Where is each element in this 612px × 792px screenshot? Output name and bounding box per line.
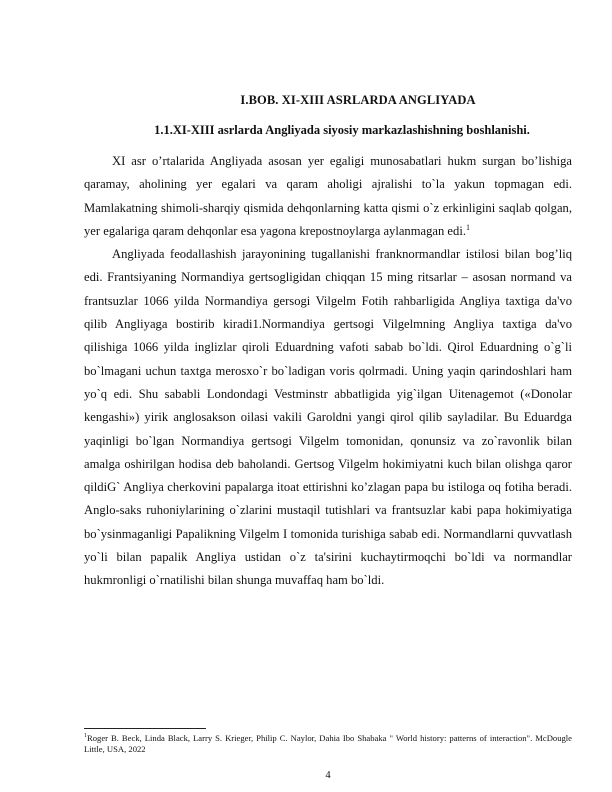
footnote-divider <box>84 728 206 729</box>
footnote <box>84 733 572 755</box>
section-title: 1.1.XI-XIII asrlarda Angliyada siyosiy markazlashishning boshlanishi. <box>154 123 530 137</box>
footnote-marker: 1 <box>84 733 87 740</box>
paragraph <box>84 243 572 592</box>
footnote-reference[interactable]: 1 <box>465 222 470 232</box>
paragraph <box>84 150 572 243</box>
page-number: 4 <box>325 770 331 781</box>
chapter-title: I.BOB. XI-XIII ASRLARDA ANGLIYADA <box>240 93 476 107</box>
paragraph-text: XI asr o’rtalarida Angliyada asosan yer egaligi munosabatlari hukm surgan bo’lishiga qaramay, aholining yer egalari va qaram aholigi ajralishi to`la yakun topmagan edi. Mamlakatning shimoli-sharqiy qismida dehqonlarning katta qismi o`z erkinligini saqlab qolgan, yer egalariga qaram dehqonlar esa yagona krepostnoylarga aylanmagan edi. <box>84 154 572 238</box>
body-text <box>84 150 572 593</box>
footnote-text: Roger B. Beck, Linda Black, Larry S. Krieger, Philip C. Naylor, Dahia Ibo Shabaka " World history: patterns of interaction". McDougle Little, USA, 2022 <box>84 733 572 754</box>
paragraph-text: Angliyada feodallashish jarayonining tugallanishi franknormandlar istilosi bilan bog’liq edi. Frantsiyaning Normandiya gertsogligidan chiqqan 15 ming ritsarlar – asosan normand va frantsuzlar 1066 yilda Normandiya gersogi Vilgelm Fotih rahbarligida Angliya taxtiga da'vo qilib Angliyaga bostirib kiradi1.Normandiya gertsogi Vilgelmning Angliya taxtiga da'vo qilishiga 1066 yilda inglizlar qiroli Eduardning vafoti sabab bo`ldi. Qirol Eduardning o`g`li bo`lmagani uchun taxtga merosxo`r bo`ladigan voris qolrmadi. Uning yaqin qarindoshlari ham yo`q edi. Shu sababli Londondagi Vestminstr abbatligida yig`ilgan Uitenagemot («Donolar kengashi») yirik anglosakson oilasi vakili Garoldni yangi qirol qilib sayladilar. Bu Eduardga yaqinligi bo`lgan Normandiya gertsogi Vilgelm tomonidan, qonunsiz va zo`ravonlik bilan amalga oshirilgan hodisa deb baholandi. Gertsog Vilgelm hokimiyatni kuch bilan olishga qaror qildiG` Angliya cherkovini papalarga itoat ettirishni ko’zlagan papa bu istiloga oq fotiha beradi. Anglo-saks ruhoniylarining o`zlarini mustaqil tutishlari va frantsuzlar kabi papa hokimiyatiga bo`ysinmaganligi Papalikning Vilgelm I tomonida turishiga sabab edi. Normandlarni quvvatlash yo`li bilan papalik Angliya ustidan o`z ta'sirini kuchaytirmoqchi bo`ldi va normandlar hukmronligi o`rnatilishi bilan shunga muvaffaq ham bo`ldi. <box>84 247 572 588</box>
